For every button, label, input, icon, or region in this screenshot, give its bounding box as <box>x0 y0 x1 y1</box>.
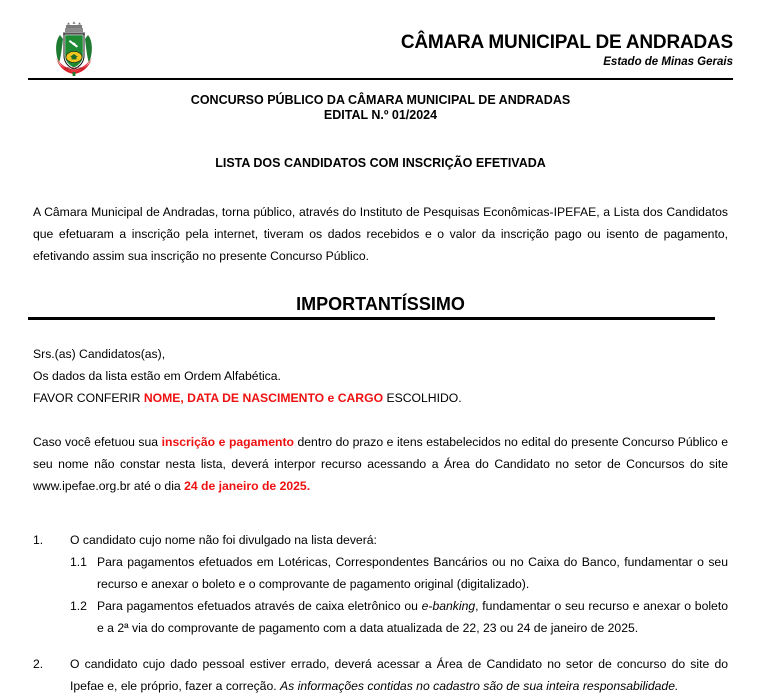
conferir-prefix: FAVOR CONFERIR <box>33 391 144 405</box>
document-subtitle: LISTA DOS CANDIDATOS COM INSCRIÇÃO EFETIVADA <box>215 156 546 170</box>
list-item-1-marker: 1. <box>33 533 44 547</box>
greeting-block <box>28 343 733 409</box>
header-divider <box>28 78 733 80</box>
recurso-paragraph <box>28 431 733 497</box>
organization-state: Estado de Minas Gerais <box>603 56 733 68</box>
list-item-1-2-marker: 1.2 <box>70 599 87 613</box>
recurso-highlight-inscricao: inscrição e pagamento <box>161 435 294 449</box>
list-item-1-2-text-pre: Para pagamentos efetuados através de caixa eletrônico ou <box>97 599 422 613</box>
numbered-list <box>28 519 733 697</box>
list-item-2-marker: 2. <box>33 657 44 671</box>
coat-of-arms-emblem-icon <box>50 21 98 77</box>
document-header <box>0 0 761 79</box>
list-item-1-2-text <box>97 595 728 639</box>
document-title-block <box>28 93 733 123</box>
list-item-1 <box>33 529 728 551</box>
document-title-line-1: CONCURSO PÚBLICO DA CÂMARA MUNICIPAL DE ANDRADAS <box>190 93 571 107</box>
greeting-line-2: Os dados da lista estão em Ordem Alfabética. <box>33 369 281 383</box>
greeting-line-3 <box>33 387 728 409</box>
list-item-2-text-italic: As informações contidas no cadastro são de sua inteira responsabilidade. <box>280 679 679 693</box>
recurso-highlight-data: 24 de janeiro de 2025. <box>184 479 311 493</box>
document-body <box>0 93 761 697</box>
conferir-suffix: ESCOLHIDO. <box>383 391 462 405</box>
spacer <box>33 519 728 529</box>
list-item-2-text <box>70 653 728 697</box>
document-title-line-2: EDITAL N.º 01/2024 <box>323 108 438 122</box>
list-item-2 <box>33 653 728 697</box>
svg-text:ANDRADAS: ANDRADAS <box>64 66 84 71</box>
recurso-text-part-2: dentro do prazo e itens estabelecidos no edital do presente Concurso Público e seu nome não constar nesta lista, deverá interpor recurso acessando a Área do Candidato no setor de Concursos do site www.ipefae.org.br até o dia <box>33 435 729 493</box>
list-item-1-1 <box>70 551 728 595</box>
recurso-text-part-1: Caso você efetuou sua <box>33 435 162 449</box>
list-item-1-1-marker: 1.1 <box>70 555 87 569</box>
list-item-2-text-pre: O candidato cujo dado pessoal estiver errado, deverá acessar a Área de Candidato no setor de concurso do site do Ipefae e, ele próprio, fazer a correção. <box>70 657 728 693</box>
header-titles <box>401 32 733 69</box>
spacer <box>33 639 728 653</box>
conferir-highlight: NOME, DATA DE NASCIMENTO e CARGO <box>143 391 384 405</box>
list-item-1-2-text-post: , fundamentar o seu recurso e anexar o boleto e a 2ª via do comprovante de pagamento com a data atualizada de 22, 23 ou 24 de janeiro de 2025. <box>97 599 728 635</box>
list-item-1-2-text-italic: e-banking <box>421 599 476 613</box>
list-item-1-text: O candidato cujo nome não foi divulgado na lista deverá: <box>70 533 377 547</box>
intro-paragraph: A Câmara Municipal de Andradas, torna público, através do Instituto de Pesquisas Econômicas-IPEFAE, a Lista dos Candidatos que efetuaram a inscrição pela internet, tiveram os dados recebidos e o valor da inscrição pago ou isento de pagamento, efetivando assim sua inscrição no presente Concurso Público. <box>33 205 728 263</box>
greeting-line-1: Srs.(as) Candidatos(as), <box>33 347 166 361</box>
organization-name: CÂMARA MUNICIPAL DE ANDRADAS <box>400 32 733 53</box>
sublist-1 <box>33 551 728 639</box>
important-heading: IMPORTANTÍSSIMO <box>296 294 465 314</box>
list-item-1-2 <box>70 595 728 639</box>
important-divider <box>28 317 715 320</box>
list-item-1-1-text: Para pagamentos efetuados em Lotéricas, Correspondentes Bancários ou no Caixa do Banco, fundamentar o seu recurso e anexar o boleto e o comprovante de pagamento original (digitalizado). <box>97 555 728 591</box>
